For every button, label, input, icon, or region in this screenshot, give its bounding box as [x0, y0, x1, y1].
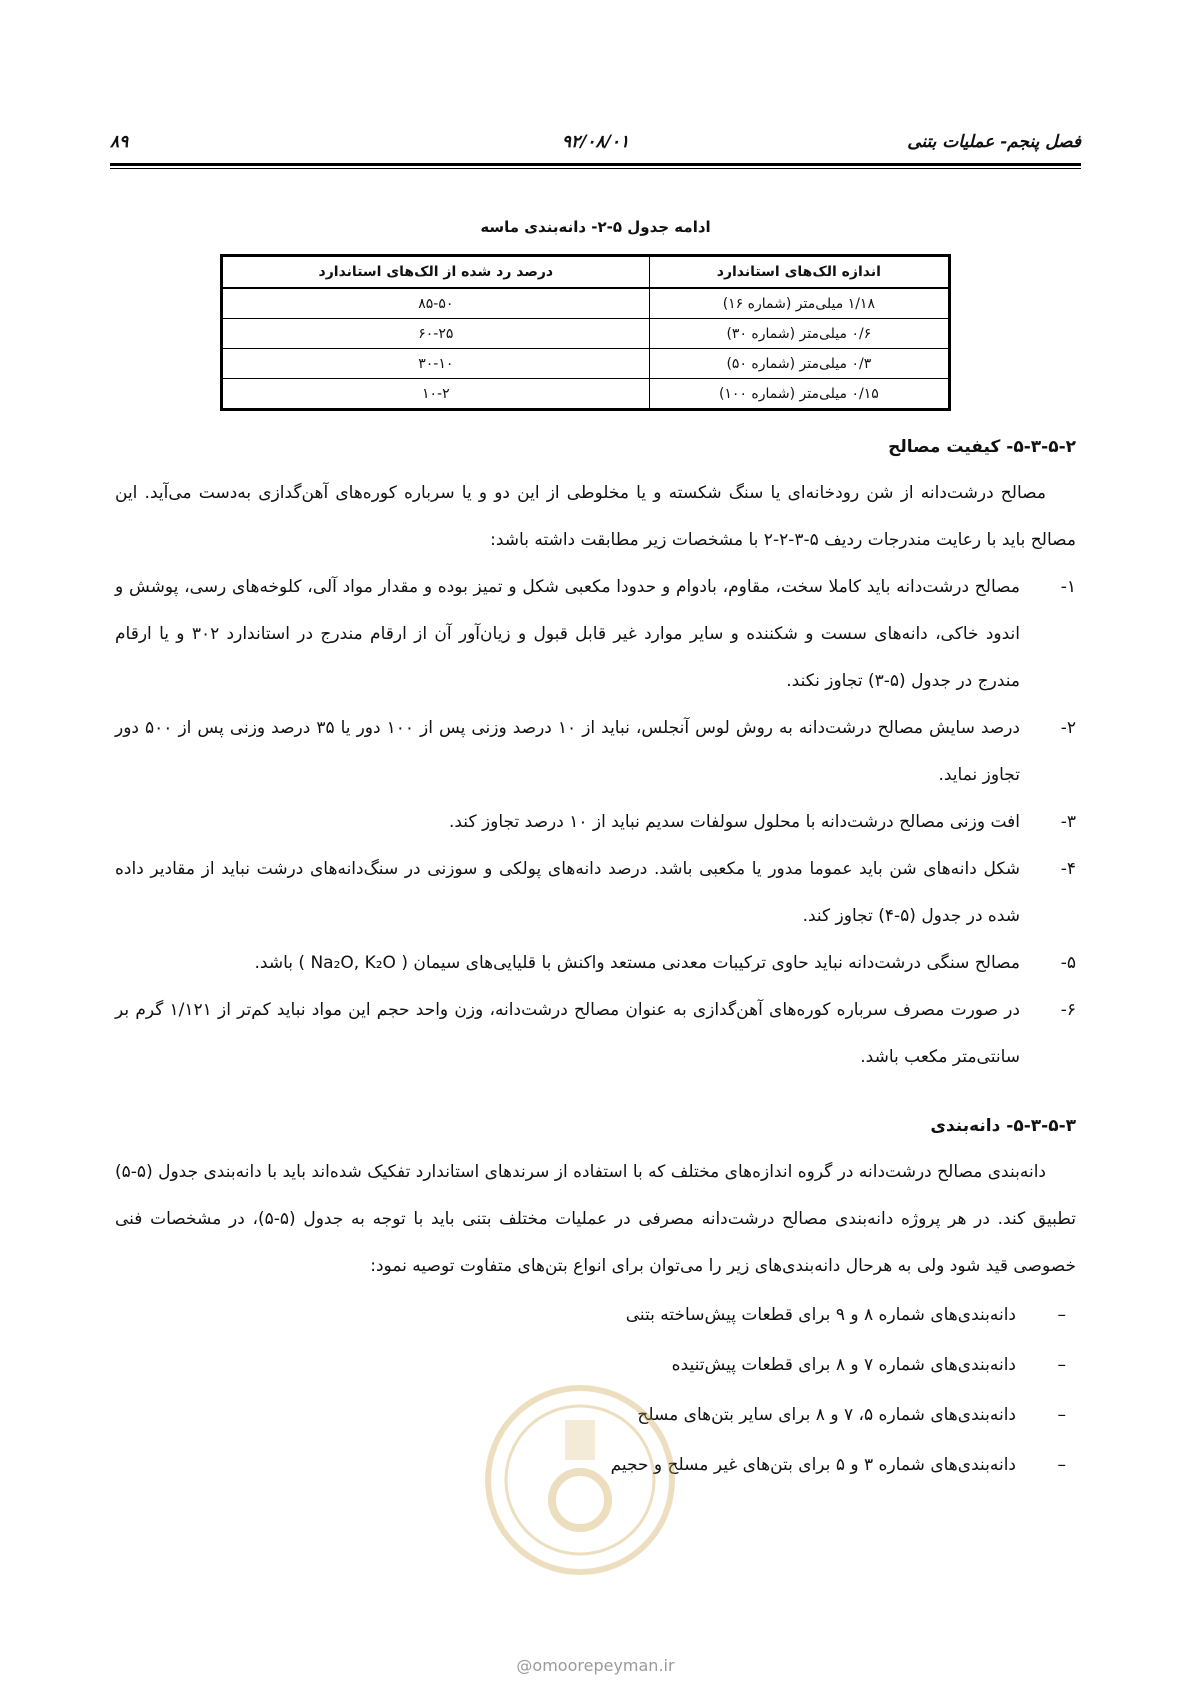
- item-number: ۶-: [1060, 1000, 1076, 1020]
- table-header-row: [222, 256, 950, 289]
- item-text: در صورت مصرف سرباره کوره‌های آهن‌گدازی به عنوان مصالح درشت‌دانه، وزن واحد حجم این مواد نباید کم‌تر از ۱/۱۲۱ گرم بر سانتی‌متر مکعب باشد.: [115, 1000, 1020, 1067]
- cell-percent-passing: ۱۰-۲: [222, 379, 650, 410]
- column-header-sieve-size: اندازه الک‌های استاندارد: [649, 256, 949, 289]
- cell-sieve-size: ۰/۳ میلی‌متر (شماره ۵۰): [649, 349, 949, 379]
- grading-recommendations-list: [115, 1290, 1076, 1490]
- section-intro-paragraph: مصالح درشت‌دانه از شن رودخانه‌ای یا سنگ شکسته و یا مخلوطی از این دو و یا سرباره کوره‌های آهن‌گدازی به‌دست می‌آید. این مصالح باید با رعایت مندرجات ردیف ۵-۳-۲-۲ با مشخصات زیر مطابقت داشته باشد:: [115, 483, 1076, 550]
- item-text: درصد سایش مصالح درشت‌دانه به روش لوس آنجلس، نباید از ۱۰ درصد وزنی پس از ۱۰۰ دور یا ۳۵ درصد وزنی پس از ۵۰۰ دور تجاوز نماید.: [115, 718, 1020, 785]
- page-number: ۸۹: [110, 132, 129, 152]
- header-divider: [110, 163, 1081, 166]
- chapter-title: فصل پنجم- عملیات بتنی: [907, 132, 1081, 152]
- cell-sieve-size: ۰/۶ میلی‌متر (شماره ۳۰): [649, 319, 949, 349]
- header-divider-thin: [110, 168, 1081, 169]
- list-item: [115, 1290, 1076, 1340]
- item-number: ۱-: [1060, 577, 1076, 597]
- item-text: افت وزنی مصالح درشت‌دانه با محلول سولفات سدیم نباید از ۱۰ درصد تجاوز کند.: [448, 812, 1020, 832]
- list-item: [115, 799, 1076, 846]
- dash-bullet: –: [1057, 1405, 1066, 1425]
- table-row: [222, 319, 950, 349]
- requirements-list: [115, 564, 1076, 1081]
- list-item: [115, 564, 1076, 705]
- cell-percent-passing: ۶۰-۲۵: [222, 319, 650, 349]
- cell-percent-passing: ۸۵-۵۰: [222, 288, 650, 319]
- sieve-grading-table: [220, 254, 951, 411]
- list-item: [115, 940, 1076, 987]
- page-header: [110, 126, 1081, 162]
- list-item: [115, 1340, 1076, 1390]
- item-text: مصالح درشت‌دانه باید کاملا سخت، مقاوم، بادوام و حدودا مکعبی شکل و تمیز بوده و مقدار مواد آلی، کلوخه‌های رسی، پوشش و اندود خاکی، دانه‌های سست و شکننده و سایر موارد غیر قابل قبول و زیان‌آور آن از ارقام مندرج در استاندارد ۳۰۲ و یا ارقام مندرج در جدول (۵-۳) تجاوز نکند.: [115, 577, 1020, 691]
- dash-bullet: –: [1057, 1305, 1066, 1325]
- item-text: شکل دانه‌های شن باید عموما مدور یا مکعبی باشد. درصد دانه‌های پولکی و سوزنی در سنگ‌دانه‌های درشت نباید از مقادیر داده شده در جدول (۵-۴) تجاوز کند.: [115, 859, 1020, 926]
- cell-percent-passing: ۳۰-۱۰: [222, 349, 650, 379]
- item-text: مصالح سنگی درشت‌دانه نباید حاوی ترکیبات معدنی مستعد واکنش با قلیایی‌های سیمان ( Na₂O, K₂O ) باشد.: [254, 953, 1020, 973]
- column-header-percent-passing: درصد رد شده از الک‌های استاندارد: [222, 256, 650, 289]
- document-body: [115, 430, 1076, 1490]
- list-item: [115, 846, 1076, 940]
- item-number: ۴-: [1060, 859, 1076, 879]
- cell-sieve-size: ۰/۱۵ میلی‌متر (شماره ۱۰۰): [649, 379, 949, 410]
- list-item: [115, 705, 1076, 799]
- item-text: دانه‌بندی‌های شماره ۸ و ۹ برای قطعات پیش‌ساخته بتنی: [625, 1305, 1016, 1325]
- section-heading-material-quality: ۵-۳-۵-۲- کیفیت مصالح: [888, 437, 1076, 457]
- table-row: [222, 379, 950, 410]
- list-item: [115, 1390, 1076, 1440]
- section-intro-paragraph: دانه‌بندی مصالح درشت‌دانه در گروه اندازه‌های مختلف که با استفاده از سرندهای استاندارد تفکیک شده‌اند باید با دانه‌بندی جدول (۵-۵) تطبیق کند. در هر پروژه دانه‌بندی مصالح درشت‌دانه مصرفی در عملیات مختلف بتنی باید با توجه به جدول (۵-۵)، در مشخصات فنی خصوصی قید شود ولی به هرحال دانه‌بندی‌های زیر را می‌توان برای انواع بتن‌های متفاوت توصیه نمود:: [115, 1162, 1076, 1276]
- footer-website-url: @omoorepeyman.ir: [516, 1656, 675, 1675]
- table-row: [222, 288, 950, 319]
- item-number: ۵-: [1060, 953, 1076, 973]
- cell-sieve-size: ۱/۱۸ میلی‌متر (شماره ۱۶): [649, 288, 949, 319]
- table-caption: ادامه جدول ۵-۲- دانه‌بندی ماسه: [480, 218, 711, 236]
- section-heading-grading: ۵-۳-۵-۳- دانه‌بندی: [930, 1116, 1076, 1136]
- item-text: دانه‌بندی‌های شماره ۵، ۷ و ۸ برای سایر بتن‌های مسلح: [637, 1405, 1016, 1425]
- header-date: ۹۲/۰۸/۰۱: [561, 132, 630, 152]
- item-number: ۳-: [1060, 812, 1076, 832]
- dash-bullet: –: [1057, 1355, 1066, 1375]
- list-item: [115, 987, 1076, 1081]
- item-number: ۲-: [1060, 718, 1076, 738]
- item-text: دانه‌بندی‌های شماره ۷ و ۸ برای قطعات پیش‌تنیده: [671, 1355, 1016, 1375]
- dash-bullet: –: [1057, 1455, 1066, 1475]
- list-item: [115, 1440, 1076, 1490]
- table-row: [222, 349, 950, 379]
- item-text: دانه‌بندی‌های شماره ۳ و ۵ برای بتن‌های غیر مسلح و حجیم: [610, 1455, 1016, 1475]
